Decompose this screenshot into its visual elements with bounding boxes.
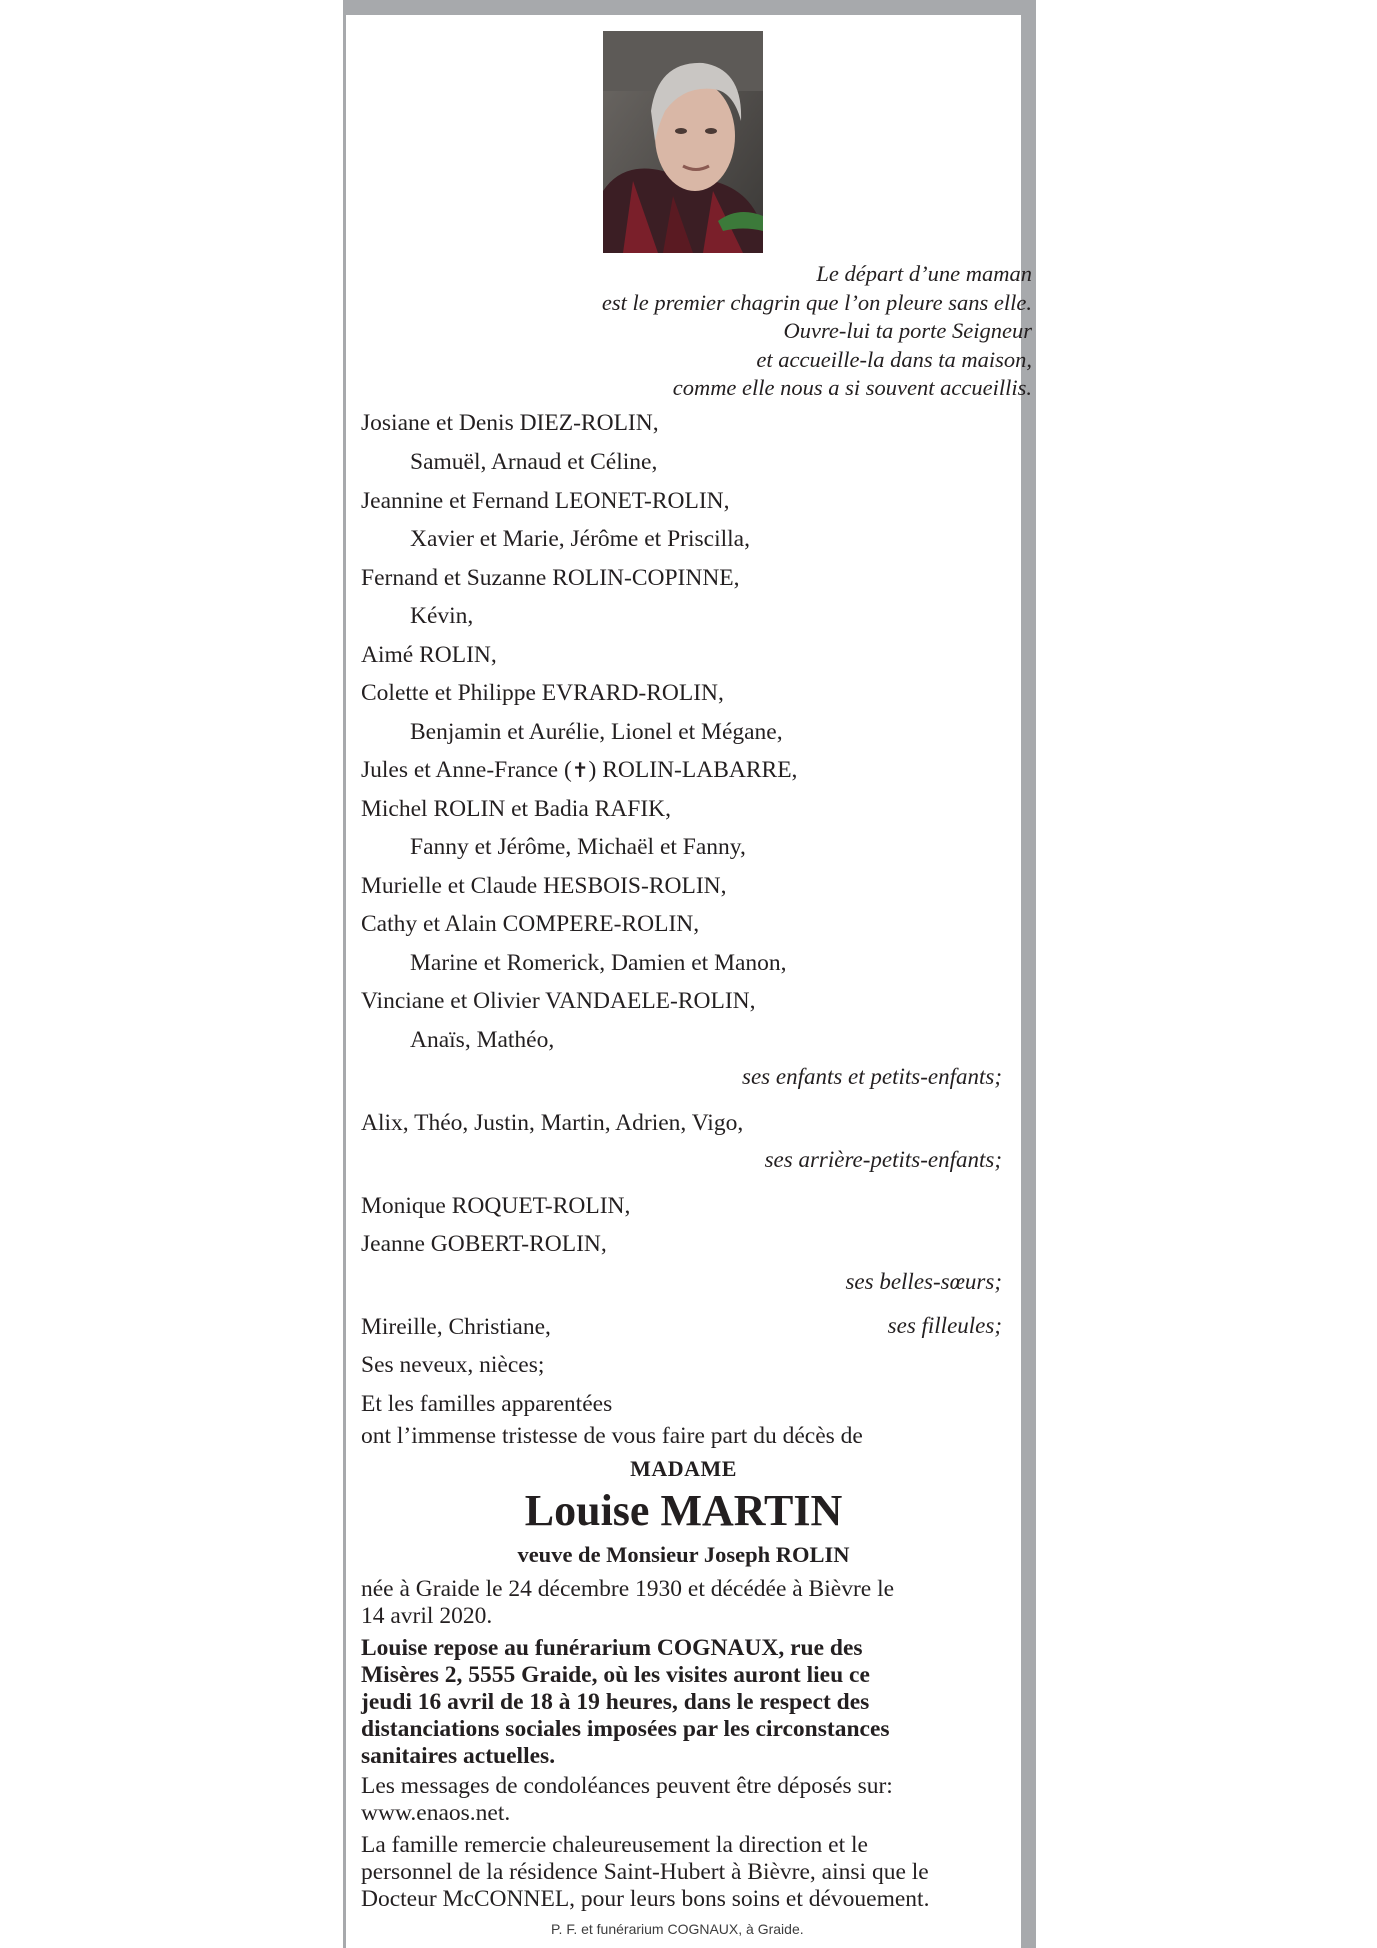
family-line: Fanny et Jérôme, Michaël et Fanny, <box>410 834 746 860</box>
family-line-end: ) ROLIN-LABARRE, <box>588 757 798 783</box>
nephews-line: Ses neveux, nièces; <box>361 1352 545 1378</box>
role-great-grandchildren: ses arrière-petits-enfants; <box>764 1147 1002 1172</box>
role-sisters-in-law: ses belles-sœurs; <box>845 1269 1002 1294</box>
family-line: Colette et Philippe EVRARD-ROLIN, <box>361 680 724 706</box>
family-line: Benjamin et Aurélie, Lionel et Mégane, <box>410 719 783 745</box>
visits-line: distanciations sociales imposées par les circonstances <box>361 1716 890 1742</box>
family-line: Murielle et Claude HESBOIS-ROLIN, <box>361 873 727 899</box>
visits-line: sanitaires actuelles. <box>361 1743 556 1769</box>
condolences-text <box>361 1773 1011 1827</box>
birth-line: 14 avril 2020. <box>361 1603 493 1629</box>
epigraph-quote <box>432 260 1032 403</box>
quote-line: et accueille-la dans ta maison, <box>756 346 1032 372</box>
sister-in-law-line: Monique ROQUET-ROLIN, <box>361 1193 631 1219</box>
family-line: Aimé ROLIN, <box>361 642 497 668</box>
funeral-home-credit: P. F. et funérarium COGNAUX, à Graide. <box>551 1921 804 1937</box>
birth-line: née à Graide le 24 décembre 1930 et décédée à Bièvre le <box>361 1576 895 1602</box>
great-grandchildren-names: Alix, Théo, Justin, Martin, Adrien, Vigo, <box>361 1110 744 1136</box>
family-line: Marine et Romerick, Damien et Manon, <box>410 950 787 976</box>
thanks-line: La famille remercie chaleureusement la direction et le <box>361 1832 868 1858</box>
family-line: Josiane et Denis DIEZ-ROLIN, <box>361 410 659 436</box>
frame-top-border <box>343 0 1036 15</box>
family-line: Xavier et Marie, Jérôme et Priscilla, <box>410 526 750 552</box>
family-line-start: Jules et Anne-France ( <box>361 757 572 783</box>
quote-line: est le premier chagrin que l’on pleure sans elle. <box>601 289 1032 315</box>
sister-in-law-line: Jeanne GOBERT-ROLIN, <box>361 1231 607 1257</box>
role-goddaughters: ses filleules; <box>887 1313 1002 1338</box>
cross-icon: ✝ <box>571 758 589 782</box>
family-line: Anaïs, Mathéo, <box>410 1027 555 1053</box>
condolences-link[interactable]: www.enaos.net. <box>361 1800 511 1826</box>
thanks-line: Docteur McCONNEL, pour leurs bons soins et dévouement. <box>361 1886 930 1912</box>
condolences-line: Les messages de condoléances peuvent être déposés sur: <box>361 1773 893 1799</box>
portrait-photo-icon <box>603 31 763 253</box>
family-line: Fernand et Suzanne ROLIN-COPINNE, <box>361 565 740 591</box>
visits-line: jeudi 16 avril de 18 à 19 heures, dans le respect des <box>361 1689 870 1715</box>
birth-death-text <box>361 1576 1011 1630</box>
visits-text <box>361 1635 1011 1770</box>
widow-of: veuve de Monsieur Joseph ROLIN <box>517 1542 850 1567</box>
visits-line: Misères 2, 5555 Graide, où les visites auront lieu ce <box>361 1662 870 1688</box>
quote-line: Le départ d’une maman <box>816 261 1032 286</box>
visits-line: Louise repose au funérarium COGNAUX, rue des <box>361 1635 863 1661</box>
family-line: Cathy et Alain COMPERE-ROLIN, <box>361 911 700 937</box>
families-line: ont l’immense tristesse de vous faire part du décès de <box>361 1423 863 1449</box>
quote-line: comme elle nous a si souvent accueillis. <box>672 375 1032 400</box>
family-line: Vinciane et Olivier VANDAELE-ROLIN, <box>361 988 756 1014</box>
family-line: Samuël, Arnaud et Céline, <box>410 449 658 475</box>
role-children: ses enfants et petits-enfants; <box>742 1064 1002 1089</box>
quote-line: Ouvre-lui ta porte Seigneur <box>783 318 1032 343</box>
goddaughters-names: Mireille, Christiane, <box>361 1314 551 1340</box>
thanks-line: personnel de la résidence Saint-Hubert à Bièvre, ainsi que le <box>361 1859 929 1885</box>
family-line: Jeannine et Fernand LEONET-ROLIN, <box>361 488 730 514</box>
families-line: Et les familles apparentées <box>361 1391 613 1417</box>
family-line: Kévin, <box>410 603 474 629</box>
deceased-title: MADAME <box>630 1456 737 1481</box>
family-line <box>361 756 797 784</box>
family-line: Michel ROLIN et Badia RAFIK, <box>361 796 672 822</box>
deceased-name: Louise MARTIN <box>524 1486 843 1535</box>
thanks-text <box>361 1832 1011 1913</box>
